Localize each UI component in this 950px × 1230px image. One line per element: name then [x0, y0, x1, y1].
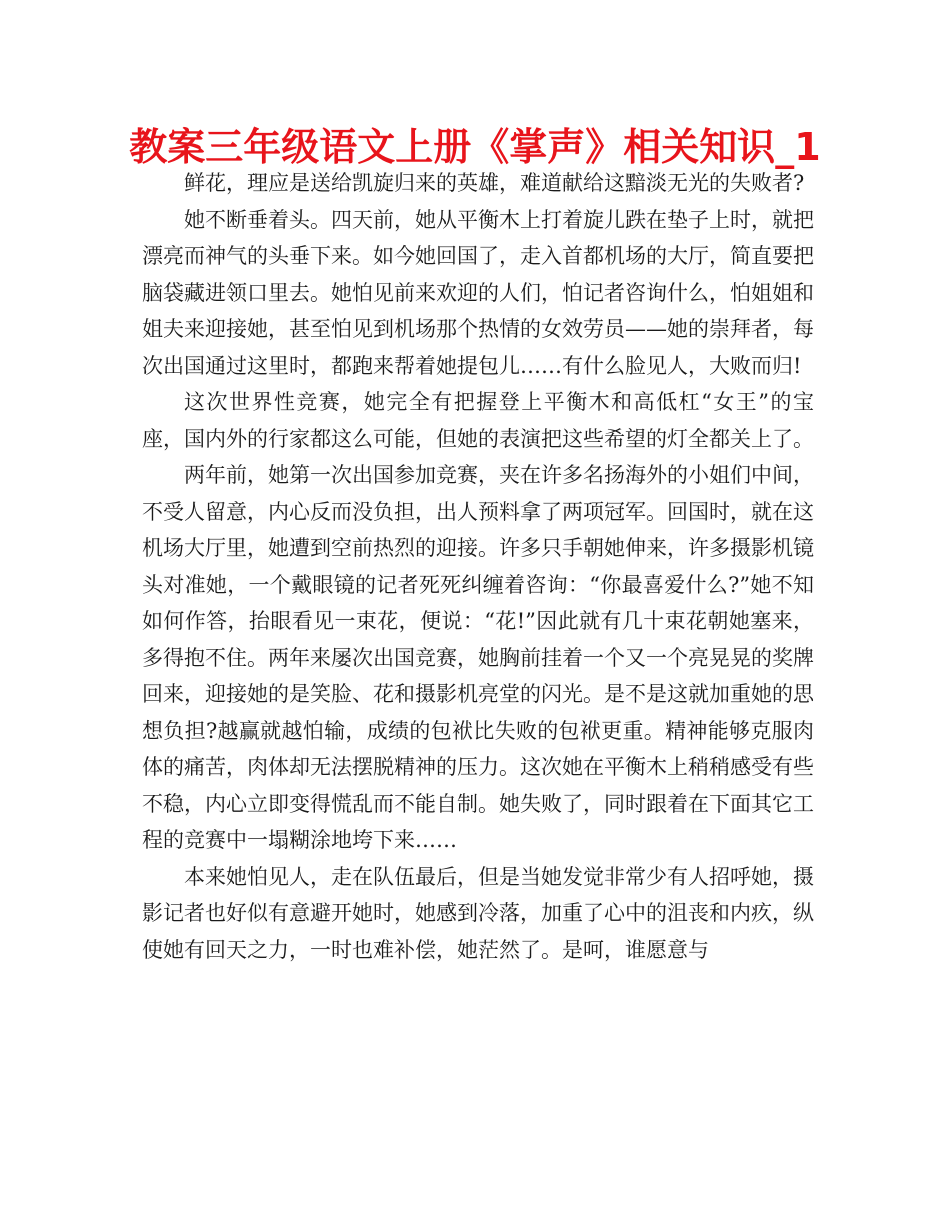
paragraph-2: 她不断垂着头。四天前，她从平衡木上打着旋儿跌在垫子上时，就把漂亮而神气的头垂下来。如今她回国了，走入首都机场的大厅，简直要把脑袋藏进领口里去。她怕见前来欢迎的人们，怕记者咨询什么，怕姐姐和姐夫来迎接她，甚至怕见到机场那个热情的女效劳员——她的崇拜者，每次出国通过这里时，都跑来帮着她提包儿……有什么脸见人，大败而归!: [142, 207, 814, 378]
paragraph-5: 本来她怕见人，走在队伍最后，但是当她发觉非常少有人招呼她，摄影记者也好似有意避开她时，她感到冷落，加重了心中的沮丧和内疚，纵使她有回天之力，一时也难补偿，她茫然了。是呵，谁愿意与: [142, 864, 814, 962]
paragraph-1: 鲜花，理应是送给凯旋归来的英雄，难道献给这黯淡无光的失败者?: [184, 171, 805, 195]
document-body: [142, 165, 814, 968]
paragraph-4: 两年前，她第一次出国参加竞赛，夹在许多名扬海外的小姐们中间，不受人留意，内心反而没负担，出人预料拿了两项冠军。回国时，就在这机场大厅里，她遭到空前热烈的迎接。许多只手朝她伸来，许多摄影机镜头对准她，一个戴眼镜的记者死死纠缠着咨询：“你最喜爱什么?”她不知如何作答，抬眼看见一束花，便说：“花!”因此就有几十束花朝她塞来，多得抱不住。两年来屡次出国竞赛，她胸前挂着一个又一个亮晃晃的奖牌回来，迎接她的是笑脸、花和摄影机亮堂的闪光。是不是这就加重她的思想负担?越赢就越怕输，成绩的包袱比失败的包袱更重。精神能够克服肉体的痛苦，肉体却无法摆脱精神的压力。这次她在平衡木上稍稍感受有些不稳，内心立即变得慌乱而不能自制。她失败了，同时跟着在下面其它工程的竞赛中一塌糊涂地垮下来……: [142, 463, 814, 852]
paragraph-3: 这次世界性竞赛，她完全有把握登上平衡木和高低杠“女王”的宝座，国内外的行家都这么可能，但她的表演把这些希望的灯全都关上了。: [142, 390, 814, 451]
document-title: 教案三年级语文上册《掌声》相关知识_1: [129, 125, 821, 169]
